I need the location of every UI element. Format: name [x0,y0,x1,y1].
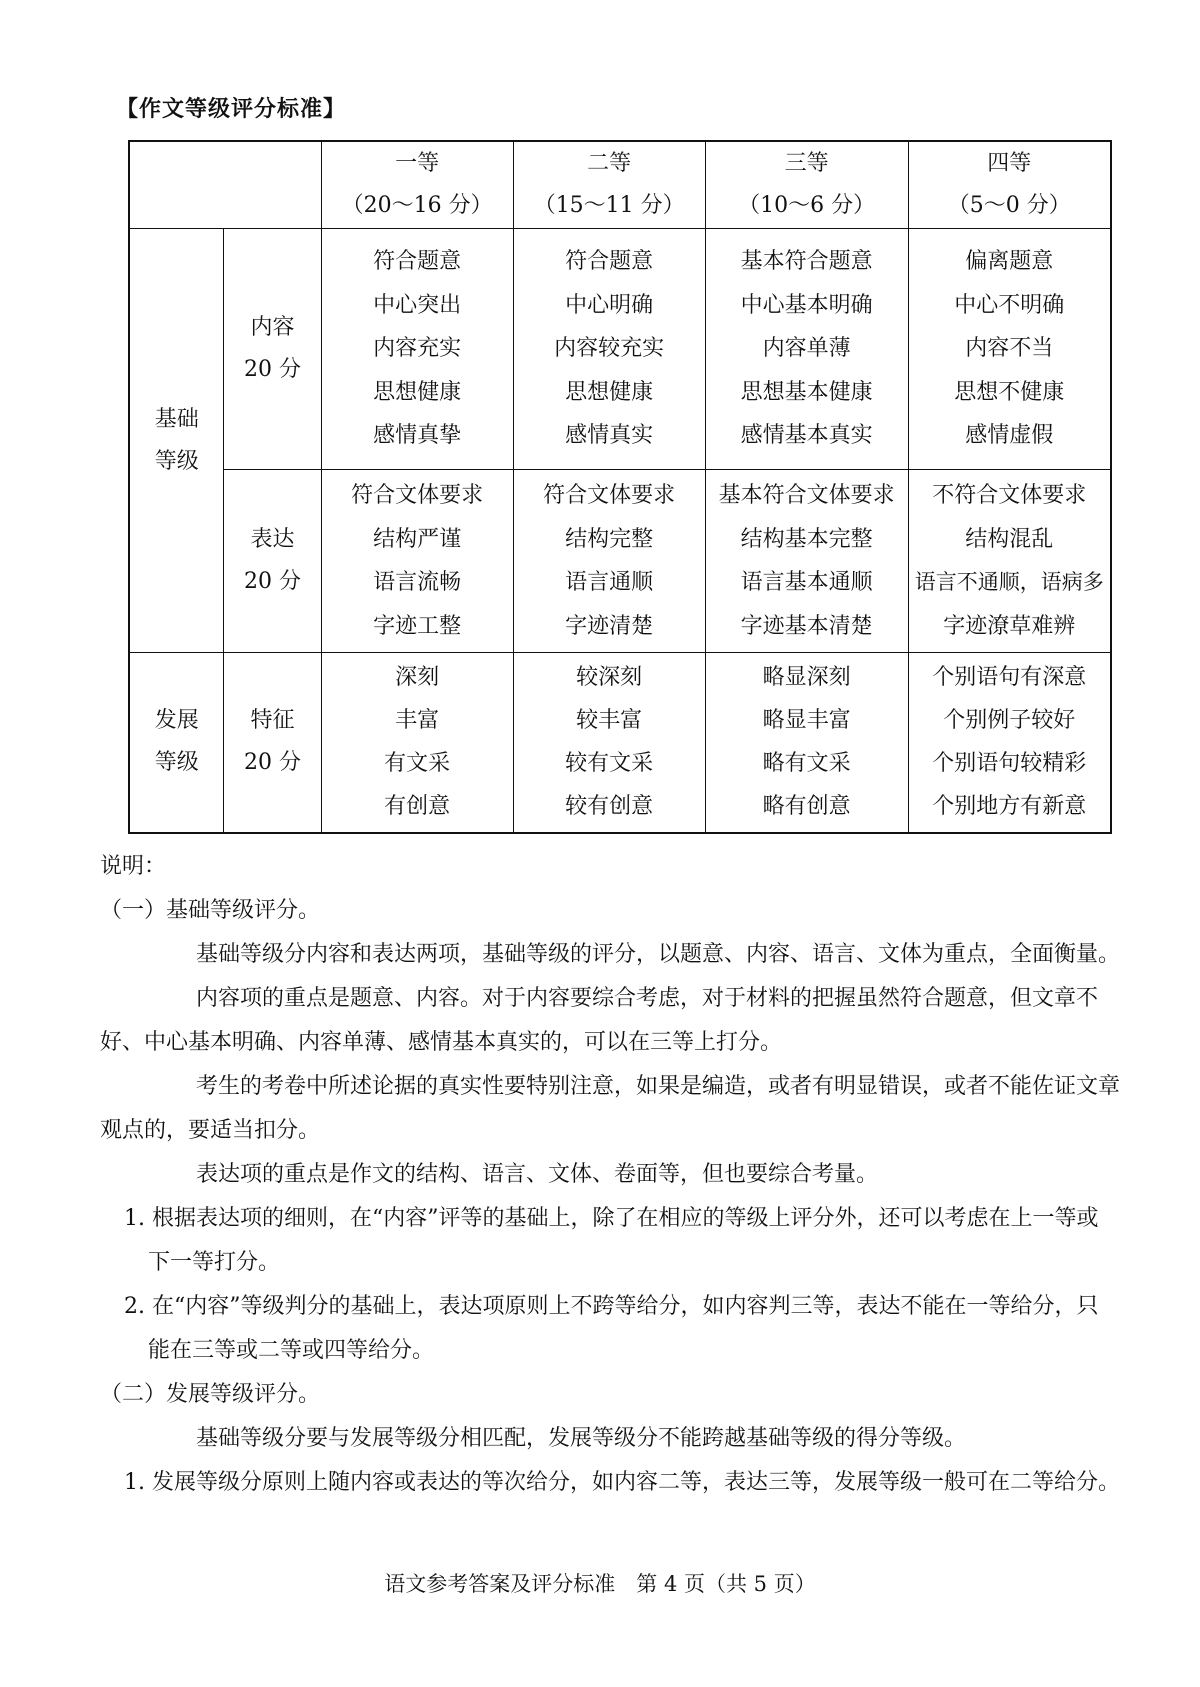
criterion-text: 语言通顺 [565,570,654,595]
criterion-text: 语言流畅 [373,570,462,595]
criterion-text: 感情基本真实 [740,423,873,449]
criterion-text: 语言不通顺，语病多 [914,570,1104,594]
criterion-text: 基本符合文体要求 [718,483,895,508]
notes-heading: 说明： [100,854,167,879]
criterion-text: 结构严谨 [373,526,462,552]
criterion-text: 中心基本明确 [740,292,873,318]
criterion-text: 结构基本完整 [740,526,873,552]
criterion-text: 内容较充实 [554,336,665,362]
criterion-text: 符合题意 [373,249,462,275]
criterion-text: 字迹清楚 [565,613,654,639]
level-header-4: 四等 （5～0 分） [908,141,1111,229]
criterion-text: 略显深刻 [762,665,851,691]
criterion-text: 符合题意 [565,249,654,275]
development-row [129,653,1111,833]
section-1-paragraph-3: 考生的考卷中所述论据的真实性要特别注意，如果是编造，或者有明显错误，或者不能佐证文章观点的，要适当扣分。 [100,1074,1121,1143]
expression-label: 表达 20 分 [224,470,321,653]
corner-cell [129,141,321,229]
section-1-paragraph-2: 内容项的重点是题意、内容。对于内容要综合考虑，对于材料的把握虽然符合题意，但文章不好、中心基本明确、内容单薄、感情基本真实的，可以在三等上打分。 [100,986,1099,1055]
content-level-4 [908,229,1111,470]
page-title: 【作文等级评分标准】 [116,97,347,122]
notes-section [100,845,1120,1505]
feature-level-1 [321,653,513,833]
criterion-text: 略有创意 [762,794,851,820]
criterion-text: 思想不健康 [954,379,1065,405]
section-2-item-1: 1. 发展等级分原则上随内容或表达的等次给分，如内容二等，表达三等，发展等级一般可在二等给分。 [124,1470,1120,1495]
content-label: 内容 20 分 [224,229,321,470]
criterion-text: 丰富 [395,708,440,734]
section-2-paragraph-1: 基础等级分要与发展等级分相匹配，发展等级分不能跨越基础等级的得分等级。 [196,1426,967,1451]
criterion-text: 思想基本健康 [740,379,873,405]
criterion-text: 较丰富 [576,708,643,734]
level-header-3: 三等 （10～6 分） [705,141,908,229]
basic-level-label: 基础 等级 [129,229,224,653]
criterion-text: 较深刻 [576,665,643,691]
level-header-2: 二等 （15～11 分） [513,141,705,229]
section-1-paragraph-4: 表达项的重点是作文的结构、语言、文体、卷面等，但也要综合考量。 [196,1162,879,1187]
criterion-text: 结构混乱 [965,526,1054,552]
content-row [129,229,1111,470]
page-footer: 语文参考答案及评分标准 第 4 页（共 5 页） [384,1572,816,1596]
criterion-text: 个别地方有新意 [932,794,1087,820]
expression-level-2 [513,470,705,653]
level-header-row [129,141,1111,229]
content-level-1 [321,229,513,470]
criterion-text: 略显丰富 [762,708,851,734]
criterion-text: 思想健康 [373,379,462,405]
section-1-title: （一）基础等级评分。 [100,898,321,923]
criterion-text: 感情真挚 [373,423,462,449]
section-1-item-2: 2. 在“内容”等级判分的基础上，表达项原则上不跨等给分，如内容判三等，表达不能在一等给分，只能在三等或二等或四等给分。 [124,1294,1099,1363]
expression-level-3 [705,470,908,653]
criterion-text: 深刻 [395,665,440,691]
feature-label: 特征 20 分 [224,653,321,833]
criterion-text: 内容充实 [373,336,462,362]
criterion-text: 感情真实 [565,423,654,449]
criterion-text: 较有文采 [565,751,654,777]
criterion-text: 字迹潦草难辨 [943,613,1076,639]
criterion-text: 符合文体要求 [351,483,484,508]
section-1-item-1: 1. 根据表达项的细则，在“内容”评等的基础上，除了在相应的等级上评分外，还可以考虑在上一等或下一等打分。 [124,1206,1099,1275]
criterion-text: 个别例子较好 [943,708,1076,734]
criterion-text: 有文采 [384,751,451,777]
criterion-text: 略有文采 [762,751,851,777]
criterion-text: 内容不当 [965,336,1054,362]
expression-level-1 [321,470,513,653]
expression-row [129,470,1111,653]
expression-level-4 [908,470,1111,653]
criterion-text: 中心明确 [565,292,654,318]
criterion-text: 语言基本通顺 [740,570,873,595]
feature-level-2 [513,653,705,833]
feature-level-4 [908,653,1111,833]
criterion-text: 思想健康 [565,379,654,405]
section-1-paragraph-1: 基础等级分内容和表达两项，基础等级的评分，以题意、内容、语言、文体为重点，全面衡量。 [196,942,1121,967]
criterion-text: 内容单薄 [762,336,851,362]
criterion-text: 基本符合题意 [740,249,873,275]
criterion-text: 个别语句较精彩 [932,751,1087,777]
section-2-title: （二）发展等级评分。 [100,1382,321,1407]
criterion-text: 个别语句有深意 [932,665,1087,691]
criterion-text: 中心不明确 [954,292,1065,318]
criterion-text: 偏离题意 [965,249,1054,275]
criterion-text: 字迹基本清楚 [740,613,873,639]
criterion-text: 较有创意 [565,794,654,820]
criterion-text: 结构完整 [565,526,654,552]
content-level-3 [705,229,908,470]
criterion-text: 符合文体要求 [543,483,676,508]
development-level-label: 发展 等级 [129,653,224,833]
criterion-text: 有创意 [384,794,451,820]
level-header-1: 一等 （20～16 分） [321,141,513,229]
content-level-2 [513,229,705,470]
grading-rubric-table [128,140,1112,834]
criterion-text: 不符合文体要求 [932,483,1087,508]
criterion-text: 字迹工整 [373,613,462,639]
feature-level-3 [705,653,908,833]
criterion-text: 感情虚假 [965,423,1054,449]
criterion-text: 中心突出 [373,292,462,318]
